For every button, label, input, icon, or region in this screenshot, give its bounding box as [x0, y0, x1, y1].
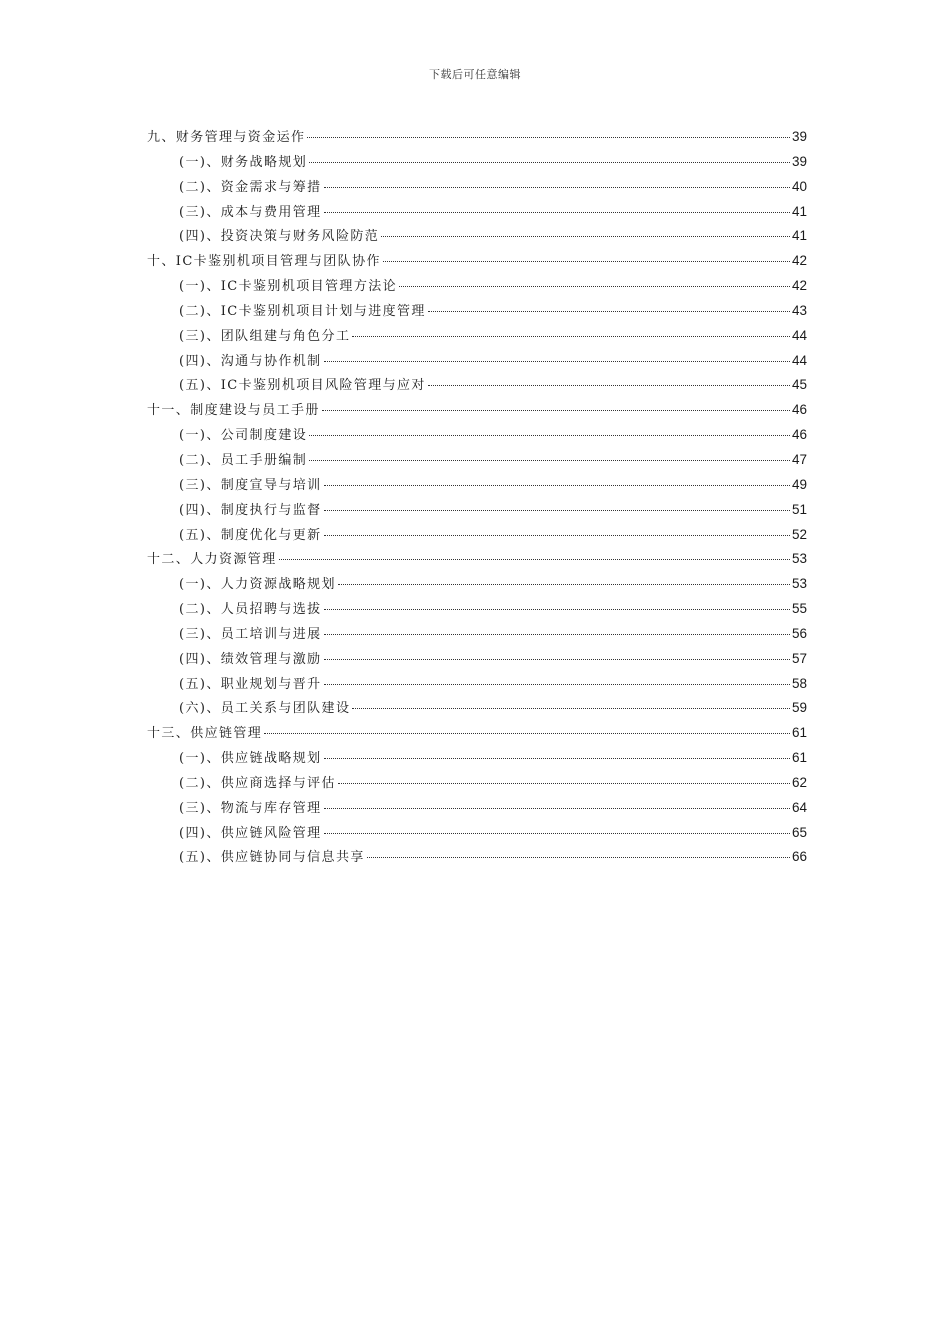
toc-dot-leader [309, 162, 790, 163]
toc-section-entry[interactable] [147, 499, 807, 524]
toc-dot-leader [324, 361, 790, 362]
toc-section-entry[interactable] [147, 673, 807, 698]
toc-page-number: 62 [791, 774, 807, 790]
toc-section-entry[interactable] [147, 350, 807, 375]
toc-dot-leader [264, 733, 790, 734]
toc-section-entry[interactable] [147, 449, 807, 474]
toc-dot-leader [309, 460, 790, 461]
toc-section-entry[interactable] [147, 623, 807, 648]
toc-section-entry[interactable] [147, 275, 807, 300]
toc-dot-leader [324, 684, 790, 685]
toc-entry-title: (一)、IC卡鉴别机项目管理方法论 [179, 279, 398, 295]
toc-chapter-entry[interactable] [147, 722, 807, 747]
toc-entry-title: 十一、制度建设与员工手册 [147, 403, 320, 419]
toc-entry-title: (四)、投资决策与财务风险防范 [179, 229, 380, 245]
toc-entry-title: (二)、员工手册编制 [179, 452, 308, 468]
toc-page-number: 61 [791, 750, 807, 766]
toc-section-entry[interactable] [147, 225, 807, 250]
toc-page-number: 40 [791, 178, 807, 194]
toc-entry-title: (一)、供应链战略规划 [179, 751, 322, 767]
toc-page-number: 47 [791, 451, 807, 467]
toc-entry-title: (五)、制度优化与更新 [179, 527, 322, 543]
toc-entry-title: (二)、资金需求与筹措 [179, 179, 322, 195]
toc-page-number: 49 [791, 476, 807, 492]
toc-entry-title: 九、财务管理与资金运作 [147, 130, 306, 145]
toc-dot-leader [381, 236, 790, 237]
toc-dot-leader [338, 783, 790, 784]
toc-page-number: 66 [791, 849, 807, 865]
toc-entry-title: (三)、员工培训与进展 [179, 626, 322, 642]
toc-entry-title: (三)、团队组建与角色分工 [179, 328, 351, 344]
toc-section-entry[interactable] [147, 474, 807, 499]
toc-entry-title: (五)、供应链协同与信息共享 [179, 850, 365, 866]
toc-page-number: 41 [791, 203, 807, 219]
toc-section-entry[interactable] [147, 747, 807, 772]
toc-page-number: 52 [791, 526, 807, 542]
toc-entry-title: (二)、供应商选择与评估 [179, 775, 336, 791]
toc-section-entry[interactable] [147, 598, 807, 623]
toc-page-number: 57 [791, 650, 807, 666]
toc-section-entry[interactable] [147, 325, 807, 350]
toc-dot-leader [383, 261, 790, 262]
toc-dot-leader [324, 187, 790, 188]
toc-page-number: 51 [791, 501, 807, 517]
toc-dot-leader [324, 758, 790, 759]
toc-section-entry[interactable] [147, 573, 807, 598]
toc-dot-leader [322, 410, 790, 411]
table-of-contents [147, 126, 807, 871]
toc-entry-title: (三)、成本与费用管理 [179, 204, 322, 220]
toc-dot-leader [352, 708, 790, 709]
toc-entry-title: (四)、制度执行与监督 [179, 502, 322, 518]
toc-page-number: 41 [791, 228, 807, 244]
toc-page-number: 42 [791, 278, 807, 294]
toc-dot-leader [399, 286, 790, 287]
toc-dot-leader [324, 808, 790, 809]
toc-page-number: 46 [791, 402, 807, 418]
toc-dot-leader [324, 510, 790, 511]
toc-dot-leader [428, 311, 790, 312]
toc-page-number: 53 [791, 551, 807, 567]
toc-entry-title: (一)、财务战略规划 [179, 154, 308, 170]
toc-chapter-entry[interactable] [147, 548, 807, 573]
toc-page-number: 56 [791, 625, 807, 641]
toc-section-entry[interactable] [147, 176, 807, 201]
toc-dot-leader [352, 336, 790, 337]
toc-page-number: 44 [791, 327, 807, 343]
toc-page-number: 55 [791, 601, 807, 617]
toc-entry-title: 十二、人力资源管理 [147, 552, 277, 568]
toc-page-number: 42 [791, 253, 807, 269]
toc-dot-leader [338, 584, 790, 585]
toc-page-number: 58 [791, 675, 807, 691]
toc-page-number: 59 [791, 700, 807, 716]
toc-dot-leader [324, 609, 790, 610]
toc-entry-title: 十三、供应链管理 [147, 726, 263, 742]
toc-page-number: 39 [791, 153, 807, 169]
toc-chapter-entry[interactable] [147, 126, 807, 151]
toc-page-number: 61 [791, 725, 807, 741]
toc-page-number: 43 [791, 302, 807, 318]
toc-dot-leader [279, 559, 790, 560]
toc-dot-leader [428, 385, 790, 386]
toc-dot-leader [324, 535, 790, 536]
toc-entry-title: (三)、物流与库存管理 [179, 800, 322, 816]
toc-section-entry[interactable] [147, 797, 807, 822]
toc-dot-leader [367, 857, 790, 858]
toc-page-number: 44 [791, 352, 807, 368]
toc-section-entry[interactable] [147, 822, 807, 847]
toc-entry-title: (二)、人员招聘与选拔 [179, 602, 322, 618]
toc-section-entry[interactable] [147, 201, 807, 226]
toc-dot-leader [324, 485, 790, 486]
toc-section-entry[interactable] [147, 524, 807, 549]
page-header: 下载后可任意编辑 [429, 68, 521, 81]
toc-chapter-entry[interactable] [147, 399, 807, 424]
toc-dot-leader [307, 137, 790, 138]
toc-dot-leader [324, 634, 790, 635]
toc-dot-leader [324, 212, 790, 213]
toc-section-entry[interactable] [147, 151, 807, 176]
toc-entry-title: (四)、绩效管理与激励 [179, 651, 322, 667]
toc-entry-title: (六)、员工关系与团队建设 [179, 701, 351, 717]
toc-entry-title: (三)、制度宣导与培训 [179, 477, 322, 493]
toc-entry-title: (五)、IC卡鉴别机项目风险管理与应对 [179, 378, 426, 394]
toc-chapter-entry[interactable] [147, 250, 807, 275]
toc-section-entry[interactable] [147, 374, 807, 399]
toc-entry-title: (四)、供应链风险管理 [179, 825, 322, 841]
toc-dot-leader [324, 659, 790, 660]
toc-page-number: 45 [791, 377, 807, 393]
toc-page-number: 65 [791, 824, 807, 840]
toc-page-number: 46 [791, 427, 807, 443]
toc-entry-title: (四)、沟通与协作机制 [179, 353, 322, 369]
toc-section-entry[interactable] [147, 697, 807, 722]
toc-section-entry[interactable] [147, 772, 807, 797]
toc-page-number: 53 [791, 576, 807, 592]
toc-page-number: 39 [791, 129, 807, 144]
toc-dot-leader [309, 435, 790, 436]
toc-section-entry[interactable] [147, 424, 807, 449]
toc-entry-title: (一)、公司制度建设 [179, 428, 308, 444]
toc-page-number: 64 [791, 799, 807, 815]
toc-entry-title: 十、IC卡鉴别机项目管理与团队协作 [147, 254, 381, 270]
toc-dot-leader [324, 833, 790, 834]
toc-entry-title: (五)、职业规划与晋升 [179, 676, 322, 692]
toc-section-entry[interactable] [147, 300, 807, 325]
toc-entry-title: (二)、IC卡鉴别机项目计划与进度管理 [179, 303, 426, 319]
toc-entry-title: (一)、人力资源战略规划 [179, 577, 336, 593]
toc-section-entry[interactable] [147, 648, 807, 673]
toc-section-entry[interactable] [147, 846, 807, 871]
